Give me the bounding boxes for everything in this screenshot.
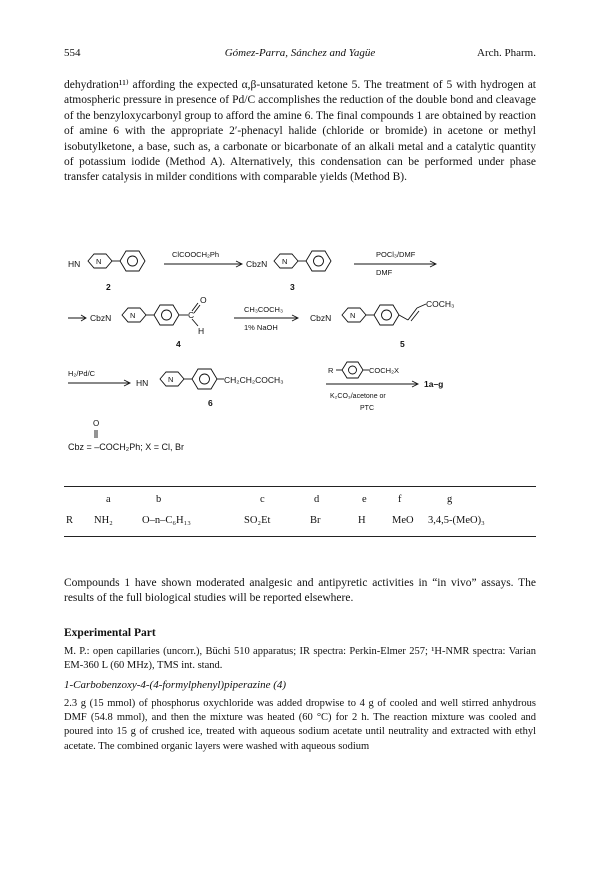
table-header-b: b xyxy=(156,494,162,505)
table-value-d: Br xyxy=(310,515,321,526)
cho-oxygen: O xyxy=(200,295,207,305)
table-value-c: SO₂Et xyxy=(244,515,271,526)
benzene-ring-3 xyxy=(306,251,331,271)
compound-6-n: N xyxy=(168,375,174,384)
table-bottom-rule xyxy=(64,536,536,537)
procedure-text: 2.3 g (15 mmol) of phosphorus oxychloride was added dropwise to 4 g of cooled and well stirred anhydrous DMF (54.8 mmol), and then the mixture was heated (60 °C) for 2 h. The reaction mixture was cooled and poured into 15 g of crushed ice, treated with aqueous sodium acetate until neutrality and extracted with ethyl acetate. The combined organic layers were washed with aqueous sodium xyxy=(64,698,536,752)
results-paragraph xyxy=(64,576,536,607)
intro-text: dehydration¹¹⁾ affording the expected α,β-unsaturated ketone 5. The treatment of 5 with hydrogen at atmospheric pressure in presence of Pd/C accomplishes the reduction of the double bond and cleavage of the benzyloxycarbonyl group to afford the amine 6. The final compounds 1 are obtained by reaction of amine 6 with the appropriate 2′-phenacyl halide (chloride or bromide) in acetone or methyl isobutylketone, a base, such as, a carbonate or bicarbonate of an alkali metal and a catalytic quantity of potassium iodide (Method A). Alternatively, this condensation can be performed under phase transfer catalysis in milder conditions with comparable yields (Method B). xyxy=(64,79,536,184)
table-header-f: f xyxy=(398,494,402,505)
reagent-3: CH₃COCH₃ xyxy=(244,305,284,314)
procedure-paragraph xyxy=(64,697,536,754)
results-text: Compounds 1 have shown moderated analgesic and antipyretic activities in “in vivo” assays. The results of the full biological studies will be reported elsewhere. xyxy=(64,577,536,605)
reagent-4: H₂/Pd/C xyxy=(68,369,96,378)
table-value-e: H xyxy=(358,515,366,526)
compound-6-chain: CH₂CH₂COCH₃ xyxy=(224,375,284,385)
table-value-a: NH₂ xyxy=(94,515,113,526)
methods-text: M. P.: open capillaries (uncorr.), Büchi 510 apparatus; IR spectra: Perkin-Elmer 257; ¹H-NMR spectra: Varian EM-360 L (60 MHz), TMS int. stand. xyxy=(64,646,536,672)
cho-carbon: C xyxy=(188,310,195,320)
table-top-rule xyxy=(64,486,536,487)
label-compound-5: 5 xyxy=(400,339,405,349)
cho-hydrogen: H xyxy=(198,326,205,336)
compound-5-cbzn: CbzN xyxy=(310,313,332,323)
label-compound-2: 2 xyxy=(106,282,111,292)
label-product: 1a–g xyxy=(424,379,444,389)
reagent-3b: 1% NaOH xyxy=(244,323,278,332)
compound-3-cbzn: CbzN xyxy=(246,259,268,269)
reagent-coch2x: COCH₂X xyxy=(369,366,399,375)
label-compound-3: 3 xyxy=(290,282,295,292)
label-compound-4: 4 xyxy=(176,339,181,349)
reagent-2: POCl₃/DMF xyxy=(376,250,416,259)
compound-4-n: N xyxy=(130,311,136,320)
page-number: 554 xyxy=(64,47,81,59)
benzene-ring-5 xyxy=(374,305,399,325)
table-header-a: a xyxy=(106,494,111,505)
scheme-svg xyxy=(64,250,536,476)
methods-paragraph xyxy=(64,645,536,673)
table-header-c: c xyxy=(260,494,265,505)
journal-name: Arch. Pharm. xyxy=(477,47,536,59)
reagent-5b: K₂CO₃/acetone or xyxy=(330,393,386,400)
label-compound-6: 6 xyxy=(208,398,213,408)
compound-5-n: N xyxy=(350,311,356,320)
table-header-e: e xyxy=(362,494,367,505)
table-value-f: MeO xyxy=(392,515,414,526)
compound-6-hn: HN xyxy=(136,378,149,388)
substituent-table xyxy=(64,480,536,544)
cbz-definition: Cbz = –COCH₂Ph; X = Cl, Br xyxy=(68,442,185,452)
reagent-1: ClCOOCH₂Ph xyxy=(172,250,220,259)
benzene-ring-reagent xyxy=(342,362,363,378)
benzene-ring-6 xyxy=(192,369,217,389)
table-header-d: d xyxy=(314,494,320,505)
table-row-label: R xyxy=(66,515,74,526)
compound-2-n: N xyxy=(96,257,102,266)
compound-4-cbzn: CbzN xyxy=(90,313,112,323)
cbz-oxygen: O xyxy=(93,419,100,428)
compound-5-coch3: COCH₃ xyxy=(426,299,455,309)
section-heading: Experimental Part xyxy=(64,627,156,639)
compound-2-hn: HN xyxy=(68,259,81,269)
running-authors: Gómez-Parra, Sánchez and Yagüe xyxy=(224,47,376,59)
reagent-r: R xyxy=(328,366,334,375)
benzene-ring-2 xyxy=(120,251,145,271)
compound-3-n: N xyxy=(282,257,288,266)
reaction-scheme xyxy=(64,250,536,476)
table-value-b: O–n–C₆H₁₃ xyxy=(142,515,191,526)
running-header xyxy=(64,47,536,63)
reagent-2b: DMF xyxy=(376,268,393,277)
intro-paragraph xyxy=(64,78,536,186)
reagent-5c: PTC xyxy=(360,405,374,412)
benzene-ring-4 xyxy=(154,305,179,325)
table-header-g: g xyxy=(447,494,453,505)
compound-title: 1-Carbobenzoxy-4-(4-formylphenyl)piperazine (4) xyxy=(64,679,287,691)
table-value-g: 3,4,5-(MeO)₃ xyxy=(428,515,485,526)
